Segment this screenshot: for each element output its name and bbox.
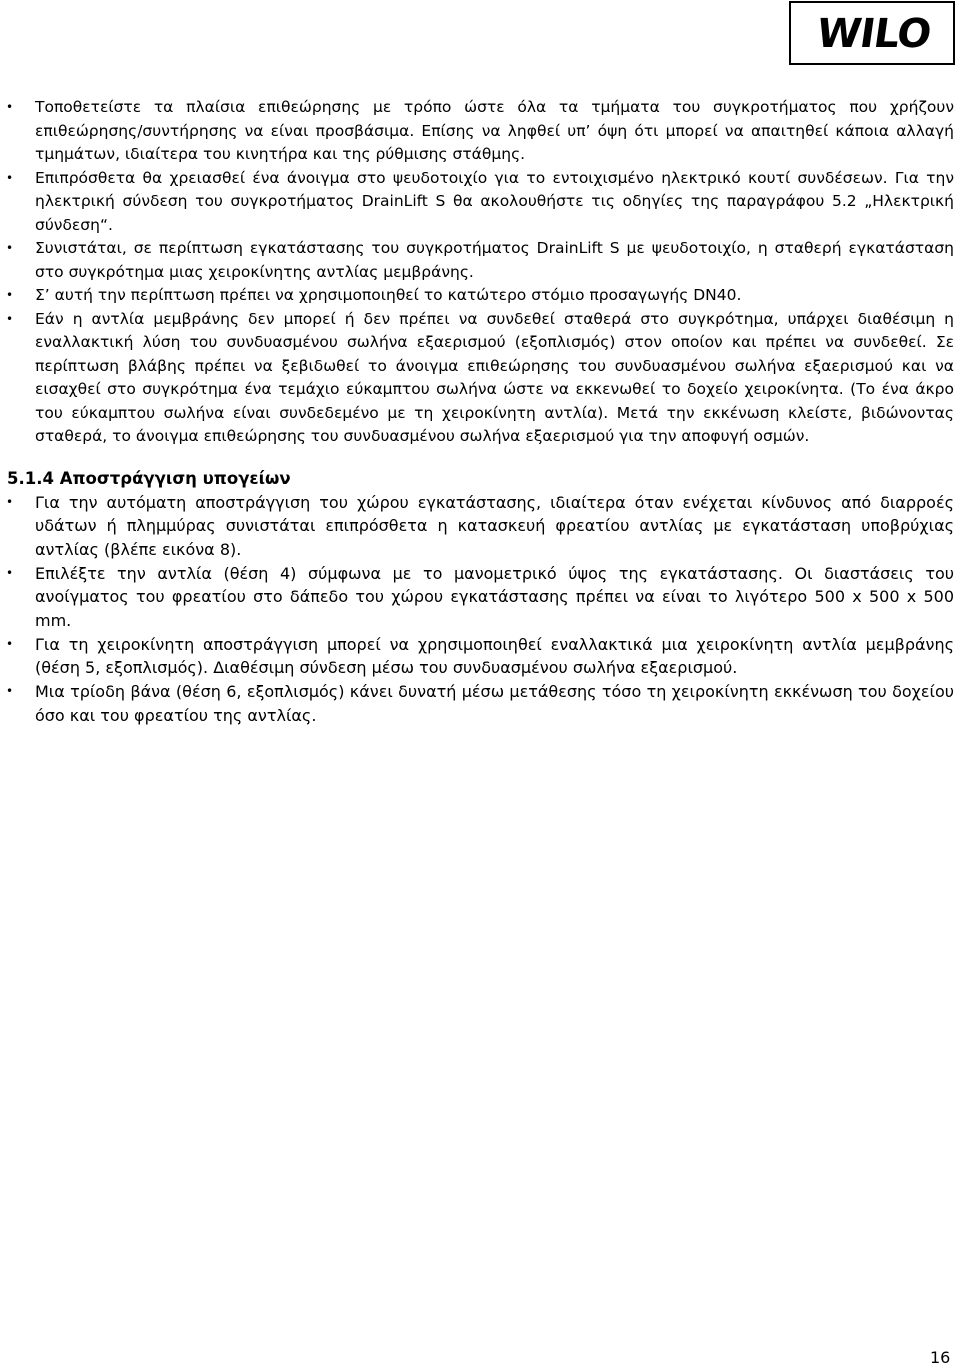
list-item-text: Τοποθετείστε τα πλαίσια επιθεώρησης με τρόπο ώστε όλα τα τμήματα του συγκροτήματος που χρήζουν επιθεώρησης/συντήρησης να είναι προσβάσιμα. Επίσης να ληφθεί υπ’ όψη ότι μπορεί να απαιτηθεί κάποια αλλαγή τμημάτων, ιδιαίτερα του κινητήρα και της ρύθμισης στάθμης. bbox=[35, 98, 954, 163]
list-item bbox=[0, 284, 960, 308]
section-heading bbox=[7, 467, 960, 491]
logo-text: WILO bbox=[813, 11, 934, 57]
list-item bbox=[0, 167, 960, 238]
wilo-logo-graphic bbox=[791, 3, 953, 63]
bullet-icon: • bbox=[6, 241, 14, 255]
section-number: 5.1.4 bbox=[7, 468, 54, 488]
list-item-text: Επιπρόσθετα θα χρειασθεί ένα άνοιγμα στο ψευδοτοιχίο για το εντοιχισμένο ηλεκτρικό κουτί συνδέσεων. Για την ηλεκτρική σύνδεση του συγκροτήματος DrainLift S θα ακολουθήστε τις οδηγίες της παραγράφου 5.2 „Ηλεκτρική σύνδεση“. bbox=[35, 168, 954, 234]
list-item bbox=[0, 96, 960, 167]
list-item-text: Συνιστάται, σε περίπτωση εγκατάστασης του συγκροτήματος DrainLift S με ψευδοτοιχίο, η σταθερή εγκατάσταση στο συγκρότημα μιας χειροκίνητης αντλίας μεμβράνης. bbox=[35, 239, 954, 281]
document-body bbox=[0, 96, 960, 728]
bullet-icon: • bbox=[6, 170, 14, 185]
bullet-list-installation bbox=[0, 96, 960, 449]
bullet-icon: • bbox=[6, 565, 14, 580]
list-item bbox=[0, 491, 960, 562]
list-item-text: Εάν η αντλία μεμβράνης δεν μπορεί ή δεν πρέπει να συνδεθεί σταθερά στο συγκρότημα, υπάρχει διαθέσιμη η εναλλακτική λύση του συνδυασμένου σωλήνα εξαερισμού (εξοπλισμός) στον οποίον και πρέπει να συνδεθεί. Σε περίπτωση βλάβης πρέπει να ξεβιδωθεί το άνοιγμα επιθεώρησης του συνδυασμένου σωλήνα εξαερισμού και να εισαχθεί στο συγκρότημα ένα τεμάχιο εύκαμπτου σωλήνα ώστε να εκκενωθεί το δοχείο χειροκίνητα. (Το ένα άκρο του εύκαμπτου σωλήνα είναι συνδεδεμένο με τη χειροκίνητη αντλία). Μετά την εκκένωση κλείστε, βιδώνοντας σταθερά, το άνοιγμα επιθεώρησης του συνδυασμένου σωλήνα εξαερισμού για την αποφυγή οσμών. bbox=[35, 309, 954, 445]
list-item bbox=[0, 562, 960, 633]
list-item-text: Για την αυτόματη αποστράγγιση του χώρου εγκατάστασης, ιδιαίτερα όταν ενέχεται κίνδυνος από διαρροές υδάτων ή πλημμύρας συνιστάται επιπρόσθετα η κατασκευή φρεατίου αντλίας με εγκατάσταση υποβρύχιας αντλίας (βλέπε εικόνα 8). bbox=[35, 492, 954, 559]
list-item bbox=[0, 633, 960, 680]
bullet-icon: • bbox=[6, 311, 14, 326]
list-item bbox=[0, 308, 960, 449]
wilo-logo bbox=[789, 1, 955, 65]
bullet-list-drainage bbox=[0, 491, 960, 728]
page-number: 16 bbox=[930, 1348, 951, 1367]
bullet-icon: • bbox=[6, 684, 14, 699]
list-item-text: Σ’ αυτή την περίπτωση πρέπει να χρησιμοποιηθεί το κατώτερο στόμιο προσαγωγής DN40. bbox=[35, 286, 742, 304]
bullet-icon: • bbox=[6, 636, 14, 651]
bullet-icon: • bbox=[6, 288, 14, 302]
section-title: Αποστράγγιση υπογείων bbox=[59, 468, 291, 488]
list-item bbox=[0, 237, 960, 284]
bullet-icon: • bbox=[6, 494, 14, 509]
list-item-text: Επιλέξτε την αντλία (θέση 4) σύμφωνα με το μανομετρικό ύψος της εγκατάστασης. Οι διαστάσεις του ανοίγματος του φρεατίου στο δάπεδο του χώρου εγκατάστασης πρέπει να είναι το λιγότερο 500 x 500 x 500 mm. bbox=[35, 563, 954, 631]
list-item-text: Για τη χειροκίνητη αποστράγγιση μπορεί να χρησιμοποιηθεί εναλλακτικά μια χειροκίνητη αντλία μεμβράνης (θέση 5, εξοπλισμός). Διαθέσιμη σύνδεση μέσω του συνδυασμένου σωλήνα εξαερισμού. bbox=[35, 634, 954, 678]
list-item-text: Μια τρίοδη βάνα (θέση 6, εξοπλισμός) κάνει δυνατή μέσω μετάθεσης τόσο τη χειροκίνητη εκκένωση του δοχείου όσο και του φρεατίου της αντλίας. bbox=[35, 682, 954, 725]
bullet-icon: • bbox=[6, 100, 14, 114]
list-item bbox=[0, 680, 960, 727]
